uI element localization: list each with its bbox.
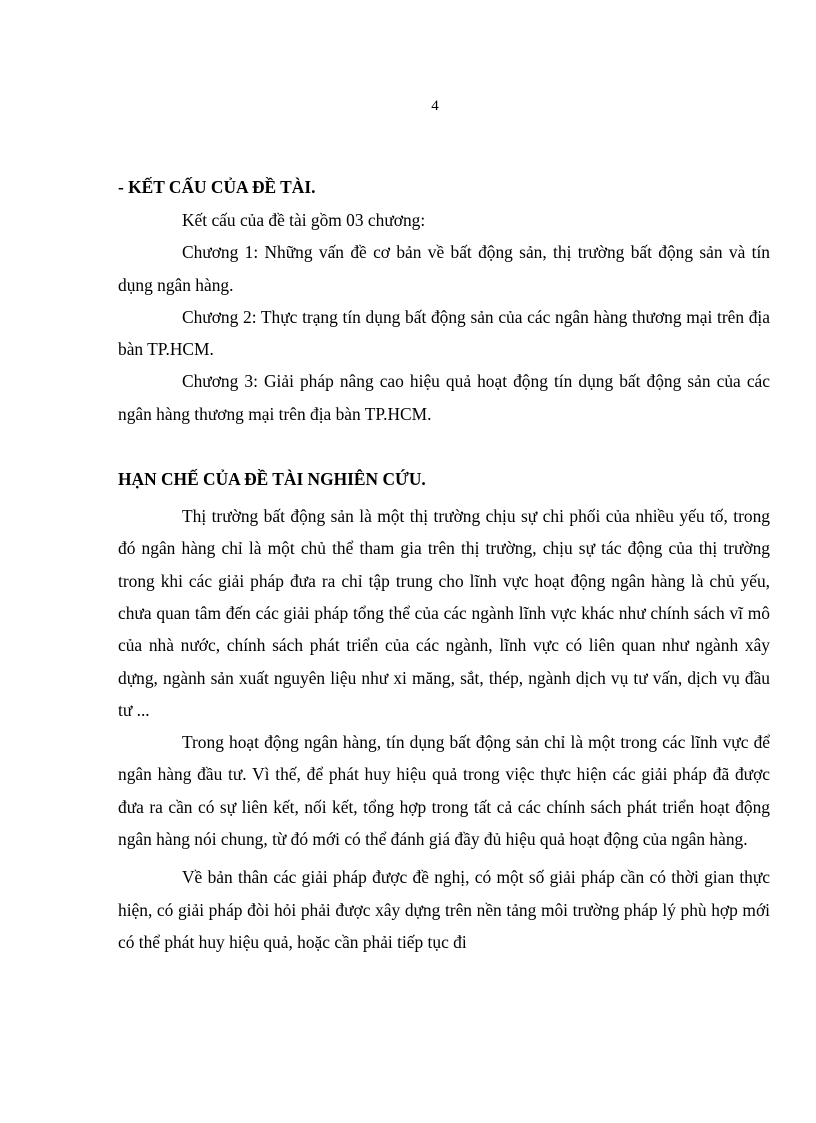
section-heading-structure: - KẾT CẤU CỦA ĐỀ TÀI. bbox=[118, 177, 316, 197]
paragraph: Về bản thân các giải pháp được đề nghị, có một số giải pháp cần có thời gian thực hiện, có giải pháp đòi hỏi phải được xây dựng trên nền tảng môi trường pháp lý phù hợp mới có thể phát huy hiệu quả, hoặc cần phải tiếp tục đi bbox=[118, 867, 770, 952]
document-body bbox=[118, 176, 770, 958]
paragraph: Thị trường bất động sản là một thị trường chịu sự chi phối của nhiều yếu tố, trong đó ngân hàng chỉ là một chủ thể tham gia trên thị trường, chịu sự tác động của thị trường trong khi các giải pháp đưa ra chỉ tập trung cho lĩnh vực hoạt động ngân hàng là chủ yếu, chưa quan tâm đến các giải pháp tổng thể của các ngành lĩnh vực khác như chính sách vĩ mô của nhà nước, chính sách phát triển của các ngành, lĩnh vực có liên quan như ngành xây dựng, ngành sản xuất nguyên liệu như xi măng, sắt, thép, ngành dịch vụ tư vấn, dịch vụ đầu tư ... bbox=[118, 506, 770, 720]
paragraph: Chương 1: Những vấn đề cơ bản về bất động sản, thị trường bất động sản và tín dụng ngân hàng. bbox=[118, 242, 770, 295]
section-heading-limitations: HẠN CHẾ CỦA ĐỀ TÀI NGHIÊN CỨU. bbox=[118, 469, 426, 490]
paragraph: Trong hoạt động ngân hàng, tín dụng bất động sản chỉ là một trong các lĩnh vực để ngân hàng đầu tư. Vì thế, để phát huy hiệu quả trong việc thực hiện các giải pháp đã được đưa ra cần có sự liên kết, nối kết, tổng hợp trong tất cả các chính sách phát triển hoạt động ngân hàng nói chung, từ đó mới có thể đánh giá đầy đủ hiệu quả hoạt động của ngân hàng. bbox=[118, 732, 770, 850]
paragraph: Chương 3: Giải pháp nâng cao hiệu quả hoạt động tín dụng bất động sản của các ngân hàng thương mại trên địa bàn TP.HCM. bbox=[118, 371, 770, 424]
paragraph: Kết cấu của đề tài gồm 03 chương: bbox=[182, 210, 426, 230]
page-number: 4 bbox=[431, 98, 439, 114]
paragraph: Chương 2: Thực trạng tín dụng bất động sản của các ngân hàng thương mại trên địa bàn TP.HCM. bbox=[118, 306, 770, 360]
